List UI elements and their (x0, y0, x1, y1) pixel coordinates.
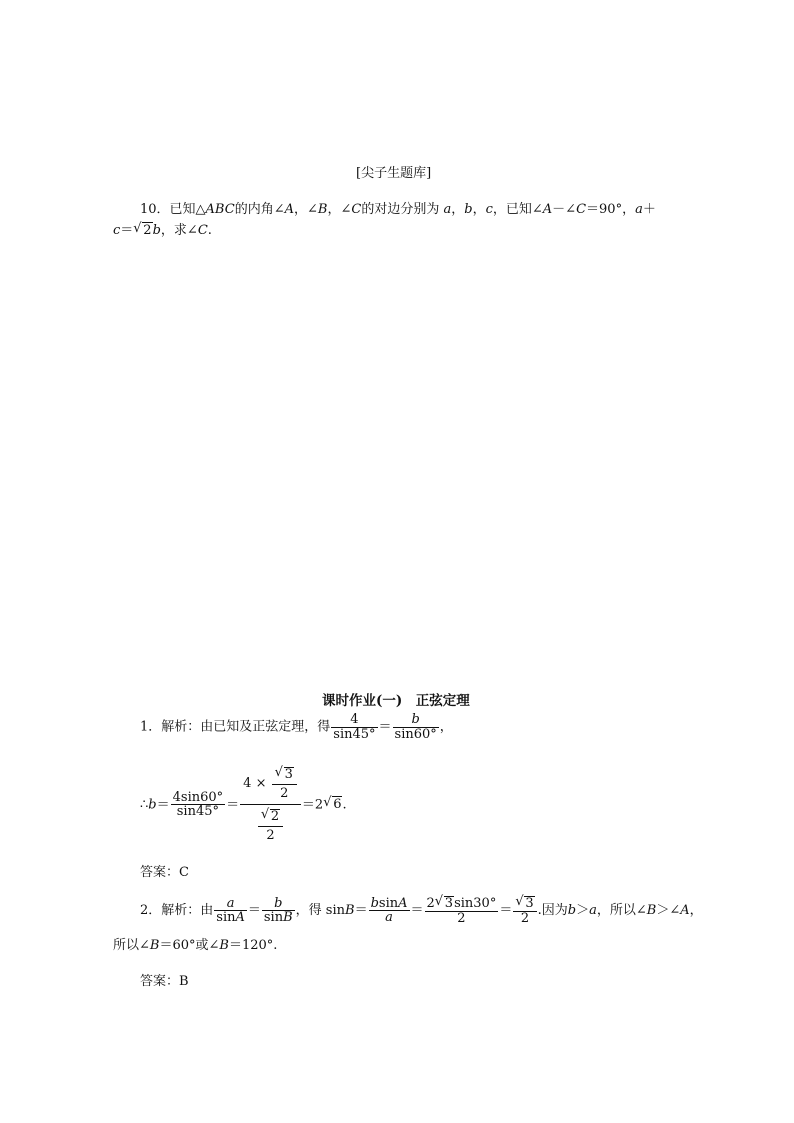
compound-fraction: 4 × √ $\frac{3}{2}$ √ $\frac{2}{2}$ (240, 763, 301, 847)
section-header: [尖子生题库] (356, 166, 432, 181)
answer-2: 答案：B (140, 974, 189, 989)
sqrt-symbol: √ 2 (133, 222, 152, 238)
solution-1-line-2: ∴b＝ $\frac{4\sin 60^\circ}{\sin 45^\circ}$ ＝ 4 × √ $\frac{3}{2}$ √ $\frac{2}{2}$ ＝2√ 6. (140, 763, 347, 847)
solution-2-line-1: 2．解析：由 $\frac{a}{\sin A}$ ＝ $\frac{b}{\sin B}$ ，得 sinB＝ $\frac{bsinA}{a}$ ＝ $\frac{2√ 3\sin 30^\circ}{2}$ ＝ √ $\frac{3}{2}$ .因为b＞a，所以∠B＞∠A， (140, 896, 703, 925)
solution-2-line-2: 所以∠B＝60°或∠B＝120°. (113, 938, 278, 953)
problem-10-line-1: 10．已知△ABC的内角∠A，∠B，∠C的对边分别为 a，b，c，已知∠A－∠C＝90°，a＋ (140, 202, 656, 217)
fraction: $\frac{4}{\sin 45^\circ}$ (333, 712, 376, 742)
solution-1-line-1: 1．解析：由已知及正弦定理，得 $\frac{4}{\sin 45^\circ}$ ＝ $\frac{b}{\sin 60^\circ}$ ， (140, 712, 453, 742)
fraction: $\frac{4\sin 60^\circ}{\sin 45^\circ}$ (172, 789, 224, 820)
homework-title: 课时作业(一) 正弦定理 (322, 693, 470, 709)
answer-1: 答案：C (140, 865, 189, 880)
problem-10-line-2: c＝√ 2b，求∠C. (113, 219, 212, 238)
fraction: $\frac{b}{\sin 60^\circ}$ (394, 712, 437, 742)
problem-number: 10． (140, 202, 170, 217)
